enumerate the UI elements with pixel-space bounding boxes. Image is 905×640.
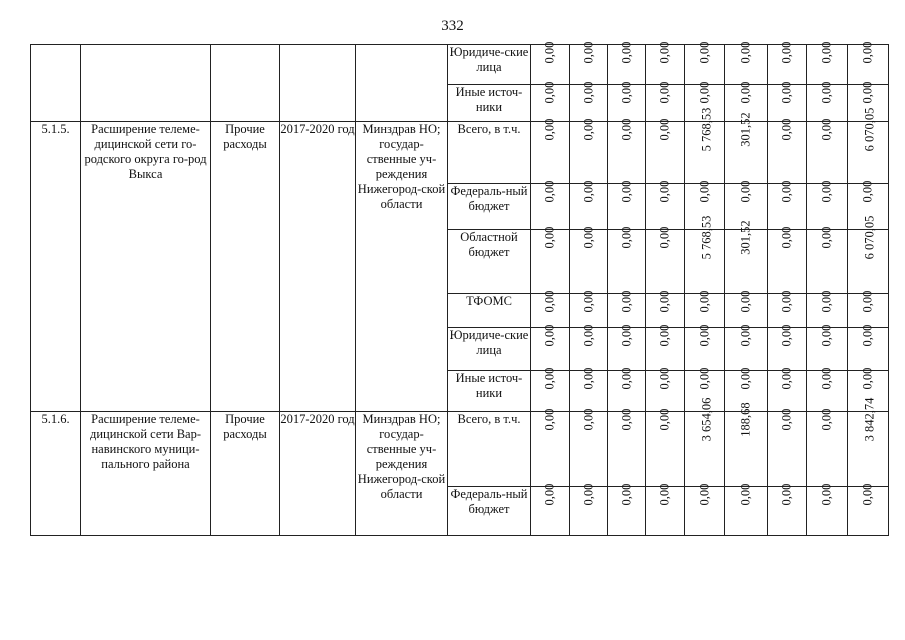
value-text: 0,00 (619, 41, 633, 64)
value-text: 0,00 (860, 180, 875, 203)
funding-source: Федераль-ный бюджет (448, 184, 531, 230)
value-cell (608, 290, 646, 328)
value-cell (807, 483, 848, 536)
value-text: 0,00 (697, 41, 711, 64)
value-cell (807, 290, 848, 328)
value-text: 0,00 (619, 180, 633, 203)
value-text: 0,00 (860, 367, 875, 390)
value-text: 0,00 (860, 483, 875, 506)
value-text: 301,52 (738, 220, 753, 255)
value-cell (725, 402, 768, 487)
value-cell (531, 41, 570, 85)
value-cell (570, 41, 608, 85)
value-cell (685, 41, 725, 85)
value-cell (848, 483, 889, 536)
value-cell (807, 81, 848, 122)
funding-source: Иные источ-ники (448, 371, 531, 412)
table-row (31, 45, 889, 85)
value-text: 3 654,06 (699, 397, 714, 442)
value-cell (725, 483, 768, 536)
value-cell (848, 324, 889, 371)
value-cell (807, 408, 848, 487)
value-cell (685, 483, 725, 536)
funding-source: Областной бюджет (448, 230, 531, 294)
value-text: 0,00 (657, 226, 672, 249)
value-text: 0,00 (860, 324, 875, 347)
funding-source: ТФОМС (448, 294, 531, 328)
value-cell (646, 367, 685, 412)
value-cell (848, 41, 889, 85)
value-cell (646, 81, 685, 122)
value-cell (768, 118, 807, 184)
value-text: 0,00 (619, 367, 633, 390)
value-text: 0,00 (581, 226, 595, 249)
value-cell (531, 180, 570, 230)
value-cell (531, 367, 570, 412)
value-text: 0,00 (619, 324, 633, 347)
value-cell (531, 118, 570, 184)
value-cell (531, 324, 570, 371)
value-text: 0,00 (779, 41, 794, 64)
value-cell (570, 367, 608, 412)
value-text: 0,00 (738, 41, 753, 64)
value-cell (531, 226, 570, 294)
value-text: 0,00 (860, 290, 875, 313)
value-cell (725, 220, 768, 294)
executor (356, 45, 448, 122)
table-row (31, 122, 889, 184)
value-text: 0,00 (657, 41, 672, 64)
value-text: 0,00 (542, 483, 557, 506)
value-text: 0,00 (738, 290, 753, 313)
value-cell (768, 180, 807, 230)
value-text: 0,00 (619, 118, 633, 141)
value-text: 0,00 (819, 324, 834, 347)
expense-type (211, 45, 280, 122)
value-cell (725, 112, 768, 184)
value-cell (608, 483, 646, 536)
value-text: 0,00 (819, 118, 834, 141)
value-text: 0,00 (581, 180, 595, 203)
value-cell (608, 408, 646, 487)
value-text: 0,00 (738, 367, 753, 390)
value-cell (531, 483, 570, 536)
value-text: 0,00 (738, 483, 753, 506)
value-text: 0,00 (819, 408, 834, 431)
value-cell (768, 81, 807, 122)
funding-source: Всего, в т.ч. (448, 122, 531, 184)
item-name: Расширение телеме-дицинской сети Вар-навинского муници-пального района (81, 412, 211, 536)
value-cell (531, 81, 570, 122)
value-text: 0,00 (738, 324, 753, 347)
value-text: 0,00 (542, 226, 557, 249)
value-cell (725, 324, 768, 371)
value-cell (608, 41, 646, 85)
value-cell (848, 290, 889, 328)
value-cell (608, 118, 646, 184)
value-cell (570, 226, 608, 294)
table-row (31, 412, 889, 487)
expense-type: Прочие расходы (211, 412, 280, 536)
value-text: 0,00 (819, 41, 834, 64)
value-cell (646, 483, 685, 536)
value-cell (768, 408, 807, 487)
value-text: 0,00 (581, 324, 595, 347)
value-text: 0,00 (542, 118, 557, 141)
value-cell (685, 290, 725, 328)
value-cell (531, 408, 570, 487)
budget-table (30, 41, 889, 536)
value-cell (570, 324, 608, 371)
value-cell (725, 290, 768, 328)
value-text: 6 070,05 (862, 107, 877, 152)
value-text: 5 768,53 (699, 215, 714, 260)
value-text: 0,00 (819, 180, 834, 203)
item-number (31, 45, 81, 122)
value-cell (725, 41, 768, 85)
value-text: 0,00 (819, 226, 834, 249)
value-text: 0,00 (860, 41, 875, 64)
value-text: 0,00 (581, 290, 595, 313)
value-cell (685, 324, 725, 371)
funding-source: Иные источ-ники (448, 85, 531, 122)
value-cell (848, 397, 889, 487)
value-cell (807, 41, 848, 85)
expense-type: Прочие расходы (211, 122, 280, 412)
value-text: 0,00 (779, 81, 794, 104)
period: 2017-2020 год (280, 122, 356, 412)
value-text: 0,00 (657, 180, 672, 203)
value-cell (570, 118, 608, 184)
value-cell (646, 118, 685, 184)
value-text: 0,00 (779, 118, 794, 141)
value-cell (570, 81, 608, 122)
value-text: 0,00 (697, 290, 711, 313)
value-text: 0,00 (779, 290, 794, 313)
value-text: 0,00 (619, 483, 633, 506)
value-text: 3 842,74 (862, 397, 877, 442)
value-text: 0,00 (619, 408, 633, 431)
value-cell (848, 107, 889, 184)
value-text: 0,00 (697, 324, 711, 347)
value-cell (646, 41, 685, 85)
value-text: 0,00 (657, 408, 672, 431)
value-cell (685, 397, 725, 487)
value-cell (646, 324, 685, 371)
value-text: 0,00 (542, 81, 557, 104)
value-text: 0,00 (779, 483, 794, 506)
item-name: Расширение телеме-дицинской сети го-родского округа го-род Выкса (81, 122, 211, 412)
value-text: 0,00 (542, 41, 557, 64)
value-cell (608, 324, 646, 371)
value-text: 0,00 (738, 180, 753, 203)
period (280, 45, 356, 122)
value-cell (768, 367, 807, 412)
value-text: 0,00 (542, 324, 557, 347)
value-text: 0,00 (619, 226, 633, 249)
value-cell (768, 290, 807, 328)
value-text: 0,00 (619, 81, 633, 104)
value-text: 0,00 (542, 180, 557, 203)
value-text: 0,00 (779, 324, 794, 347)
item-name (81, 45, 211, 122)
value-text: 0,00 (581, 41, 595, 64)
value-cell (570, 180, 608, 230)
period: 2017-2020 год (280, 412, 356, 536)
value-cell (685, 107, 725, 184)
value-cell (848, 215, 889, 294)
value-text: 0,00 (819, 290, 834, 313)
value-text: 6 070,05 (862, 215, 877, 260)
funding-source: Юридиче-ские лица (448, 45, 531, 85)
value-cell (646, 290, 685, 328)
value-text: 0,00 (657, 324, 672, 347)
value-text: 0,00 (779, 180, 794, 203)
value-text: 0,00 (697, 180, 711, 203)
value-text: 0,00 (657, 118, 672, 141)
value-text: 0,00 (619, 290, 633, 313)
value-cell (768, 41, 807, 85)
value-text: 0,00 (657, 290, 672, 313)
value-text: 0,00 (581, 81, 595, 104)
value-text: 0,00 (581, 483, 595, 506)
value-text: 0,00 (542, 290, 557, 313)
value-text: 0,00 (657, 483, 672, 506)
item-number: 5.1.6. (31, 412, 81, 536)
value-cell (807, 324, 848, 371)
page-number: 332 (441, 18, 464, 34)
value-cell (570, 290, 608, 328)
value-text: 301,52 (738, 112, 753, 147)
value-cell (646, 226, 685, 294)
value-text: 0,00 (779, 226, 794, 249)
value-text: 0,00 (697, 367, 711, 390)
value-cell (768, 226, 807, 294)
executor: Минздрав НО; государ-ственные уч-реждения Нижегород-ской области (356, 122, 448, 412)
funding-source: Юридиче-ские лица (448, 328, 531, 371)
value-cell (531, 290, 570, 328)
value-cell (646, 408, 685, 487)
value-text: 0,00 (657, 81, 672, 104)
funding-source: Всего, в т.ч. (448, 412, 531, 487)
value-cell (807, 180, 848, 230)
value-text: 0,00 (779, 367, 794, 390)
value-cell (570, 483, 608, 536)
value-cell (807, 118, 848, 184)
value-cell (608, 226, 646, 294)
value-text: 0,00 (819, 81, 834, 104)
value-cell (685, 215, 725, 294)
value-text: 5 768,53 (699, 107, 714, 152)
value-cell (807, 226, 848, 294)
value-text: 188,68 (738, 402, 753, 437)
value-text: 0,00 (779, 408, 794, 431)
executor: Минздрав НО; государ-ственные уч-реждения Нижегород-ской области (356, 412, 448, 536)
value-cell (608, 367, 646, 412)
value-text: 0,00 (819, 483, 834, 506)
value-text: 0,00 (542, 408, 557, 431)
value-text: 0,00 (581, 118, 595, 141)
value-text: 0,00 (657, 367, 672, 390)
value-text: 0,00 (697, 81, 711, 104)
value-text: 0,00 (542, 367, 557, 390)
value-text: 0,00 (819, 367, 834, 390)
value-text: 0,00 (860, 81, 875, 104)
value-cell (608, 180, 646, 230)
funding-source: Федераль-ный бюджет (448, 487, 531, 536)
value-text: 0,00 (738, 81, 753, 104)
value-cell (768, 324, 807, 371)
value-cell (807, 367, 848, 412)
value-cell (768, 483, 807, 536)
item-number: 5.1.5. (31, 122, 81, 412)
value-text: 0,00 (697, 483, 711, 506)
value-cell (608, 81, 646, 122)
value-cell (646, 180, 685, 230)
value-cell (570, 408, 608, 487)
value-text: 0,00 (581, 367, 595, 390)
value-text: 0,00 (581, 408, 595, 431)
